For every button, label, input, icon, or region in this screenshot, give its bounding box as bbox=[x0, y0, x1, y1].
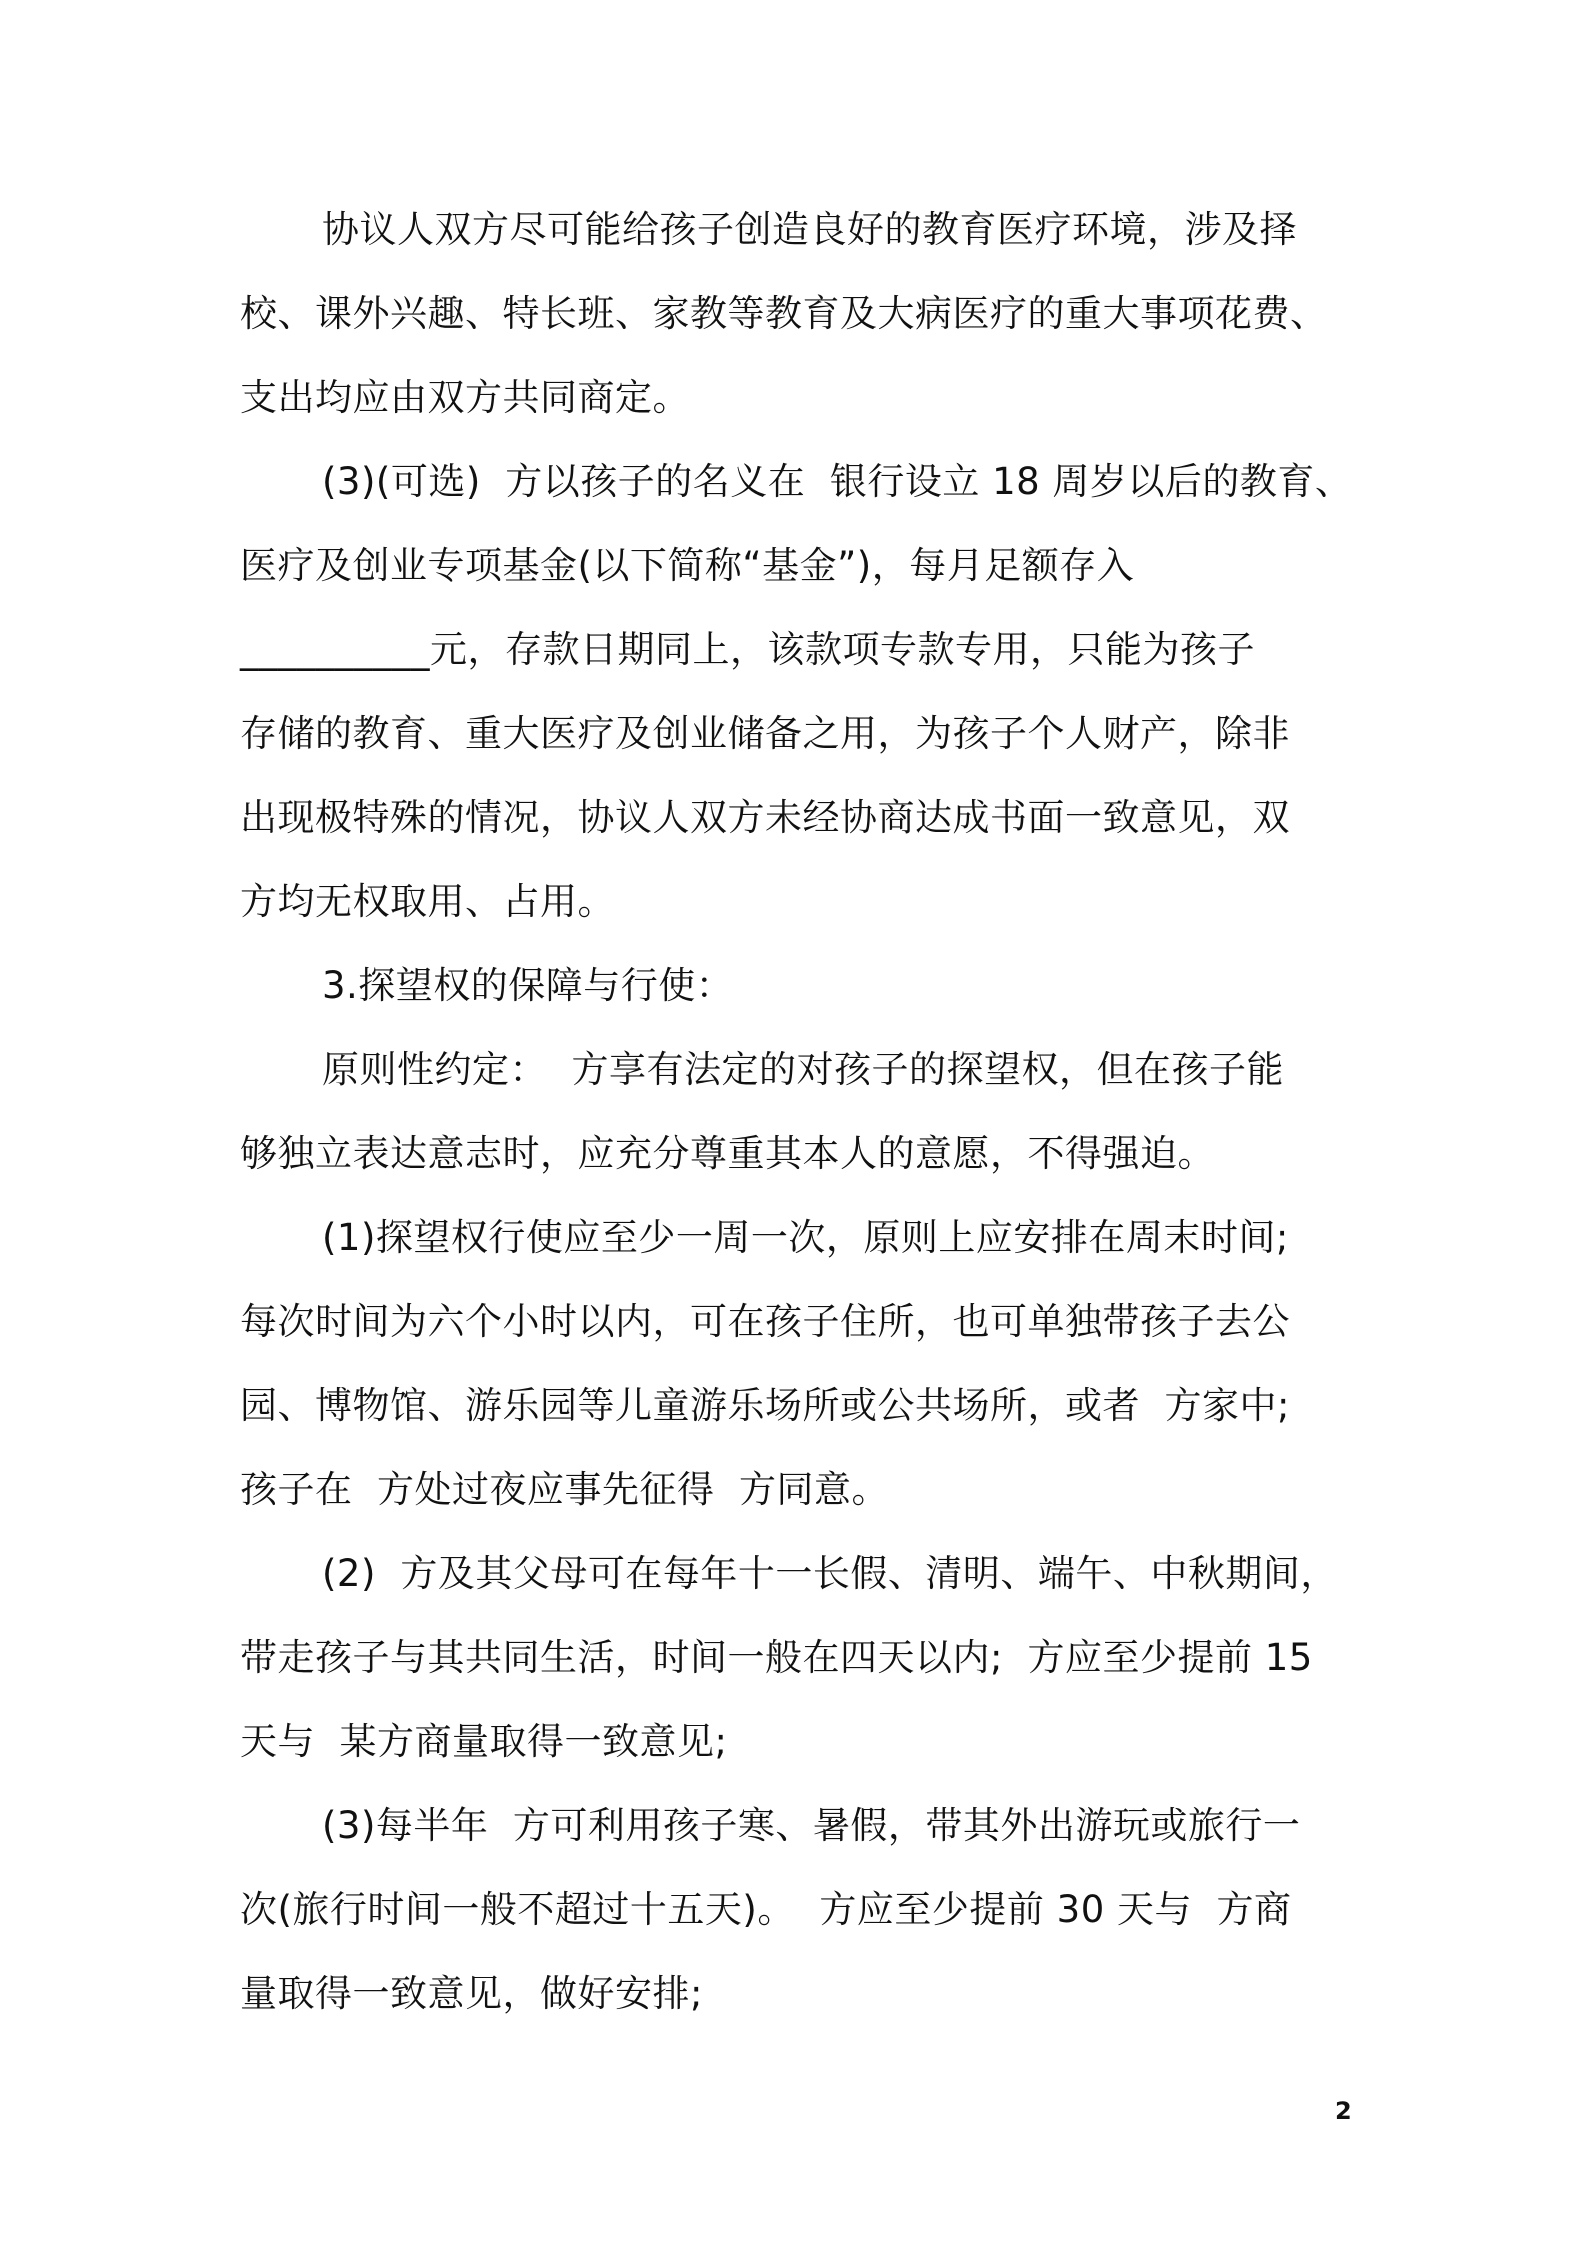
text-line: 孩子在 方处过夜应事先征得 方同意。 bbox=[240, 1468, 890, 1511]
text-line: (1)探望权行使应至少一周一次，原则上应安排在周末时间; bbox=[322, 1216, 1289, 1259]
text-line: __________元，存款日期同上，该款项专款专用，只能为孩子 bbox=[240, 628, 1255, 671]
text-line: 原则性约定： 方享有法定的对孩子的探望权，但在孩子能 bbox=[322, 1048, 1285, 1091]
text-line: 存储的教育、重大医疗及创业储备之用，为孩子个人财产，除非 bbox=[240, 712, 1290, 755]
section-heading: 3.探望权的保障与行使： bbox=[322, 964, 734, 1007]
text-line: 方均无权取用、占用。 bbox=[240, 880, 615, 923]
text-line: 量取得一致意见，做好安排; bbox=[240, 1972, 703, 2015]
text-line: (2) 方及其父母可在每年十一长假、清明、端午、中秋期间， bbox=[322, 1552, 1338, 1595]
text-line: 带走孩子与其共同生活，时间一般在四天以内; 方应至少提前 15 bbox=[240, 1636, 1313, 1679]
text-line: 每次时间为六个小时以内，可在孩子住所，也可单独带孩子去公 bbox=[240, 1300, 1290, 1343]
text-line: (3)每半年 方可利用孩子寒、暑假，带其外出游玩或旅行一 bbox=[322, 1804, 1301, 1847]
text-line: 协议人双方尽可能给孩子创造良好的教育医疗环境，涉及择 bbox=[322, 208, 1297, 251]
text-line: 校、课外兴趣、特长班、家教等教育及大病医疗的重大事项花费、 bbox=[240, 292, 1328, 335]
text-line: 次(旅行时间一般不超过十五天)。 方应至少提前 30 天与 方商 bbox=[240, 1888, 1292, 1931]
text-line: 够独立表达意志时，应充分尊重其本人的意愿，不得强迫。 bbox=[240, 1132, 1215, 1175]
text-line: 出现极特殊的情况，协议人双方未经协商达成书面一致意见，双 bbox=[240, 796, 1290, 839]
text-line: (3)(可选) 方以孩子的名义在 银行设立 18 周岁以后的教育、 bbox=[322, 460, 1353, 503]
text-line: 园、博物馆、游乐园等儿童游乐场所或公共场所，或者 方家中; bbox=[240, 1384, 1290, 1427]
text-line: 医疗及创业专项基金(以下简称“基金”)，每月足额存入 bbox=[240, 544, 1135, 587]
page-number: 2 bbox=[1335, 2097, 1352, 2125]
text-line: 支出均应由双方共同商定。 bbox=[240, 376, 690, 419]
text-line: 天与 某方商量取得一致意见; bbox=[240, 1720, 728, 1763]
